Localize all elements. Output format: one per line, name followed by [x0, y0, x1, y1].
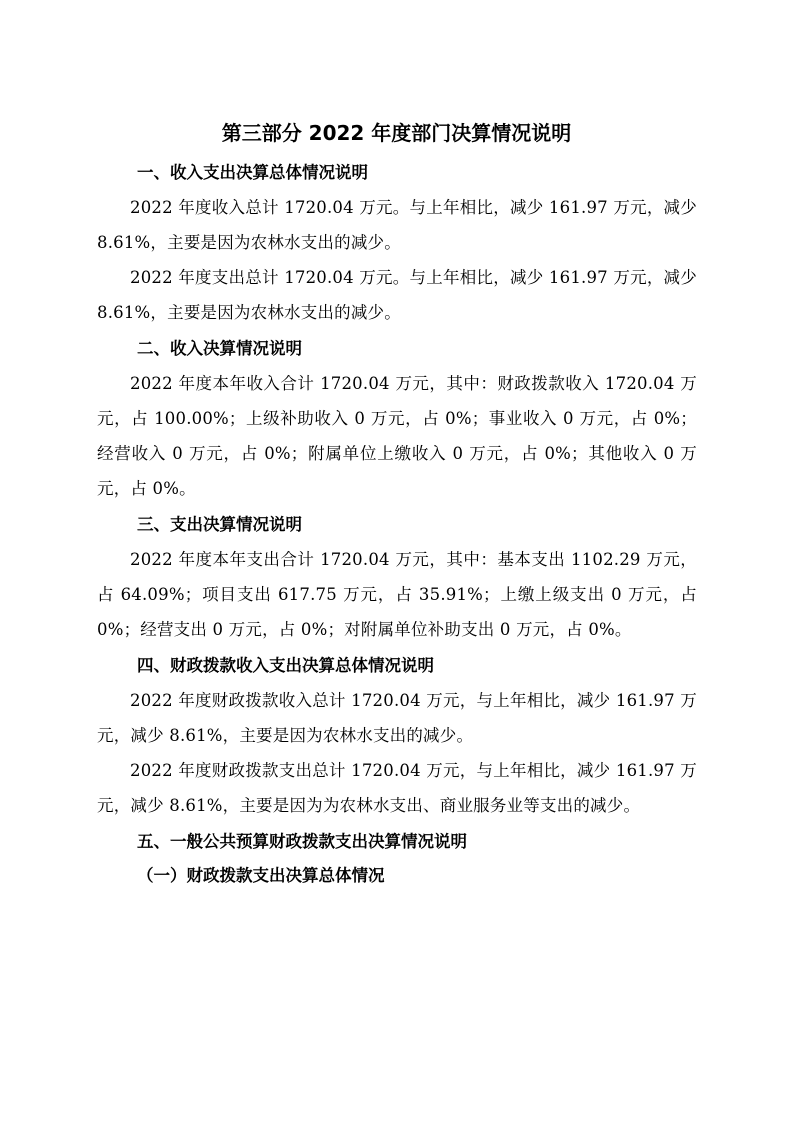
section-heading: 二、收入决算情况说明 — [137, 339, 302, 358]
body-paragraph: 2022 年度本年支出合计 1720.04 万元，其中：基本支出 1102.29 万元，占 64.09%；项目支出 617.75 万元，占 35.91%；上缴上级支出 0 万元，占 0%；经营支出 0 万元，占 0%；对附属单位补助支出 0 万元，占 0%。 — [97, 550, 697, 639]
document-body — [97, 156, 697, 893]
body-paragraph: 2022 年度支出总计 1720.04 万元。与上年相比，减少 161.97 万元，减少 8.61%，主要是因为农林水支出的减少。 — [97, 268, 697, 322]
section-heading: 四、财政拨款收入支出决算总体情况说明 — [137, 656, 434, 675]
section-heading: 三、支出决算情况说明 — [137, 515, 302, 534]
body-paragraph: 2022 年度本年收入合计 1720.04 万元，其中：财政拨款收入 1720.04 万元，占 100.00%；上级补助收入 0 万元，占 0%；事业收入 0 万元，占 0%；经营收入 0 万元，占 0%；附属单位上缴收入 0 万元，占 0%；其他收入 0 万元，占 0%。 — [97, 374, 697, 498]
section-heading: 五、一般公共预算财政拨款支出决算情况说明 — [137, 832, 467, 851]
section-heading: 一、收入支出决算总体情况说明 — [137, 163, 368, 182]
subsection-heading: （一）财政拨款支出决算总体情况 — [137, 866, 385, 885]
page-title: 第三部分 2022 年度部门决算情况说明 — [221, 121, 572, 145]
body-paragraph: 2022 年度财政拨款收入总计 1720.04 万元，与上年相比，减少 161.97 万元，减少 8.61%，主要是因为农林水支出的减少。 — [97, 691, 697, 745]
body-paragraph: 2022 年度收入总计 1720.04 万元。与上年相比，减少 161.97 万元，减少 8.61%，主要是因为农林水支出的减少。 — [97, 198, 697, 252]
body-paragraph: 2022 年度财政拨款支出总计 1720.04 万元，与上年相比，减少 161.97 万元，减少 8.61%，主要是因为为农林水支出、商业服务业等支出的减少。 — [97, 761, 697, 815]
